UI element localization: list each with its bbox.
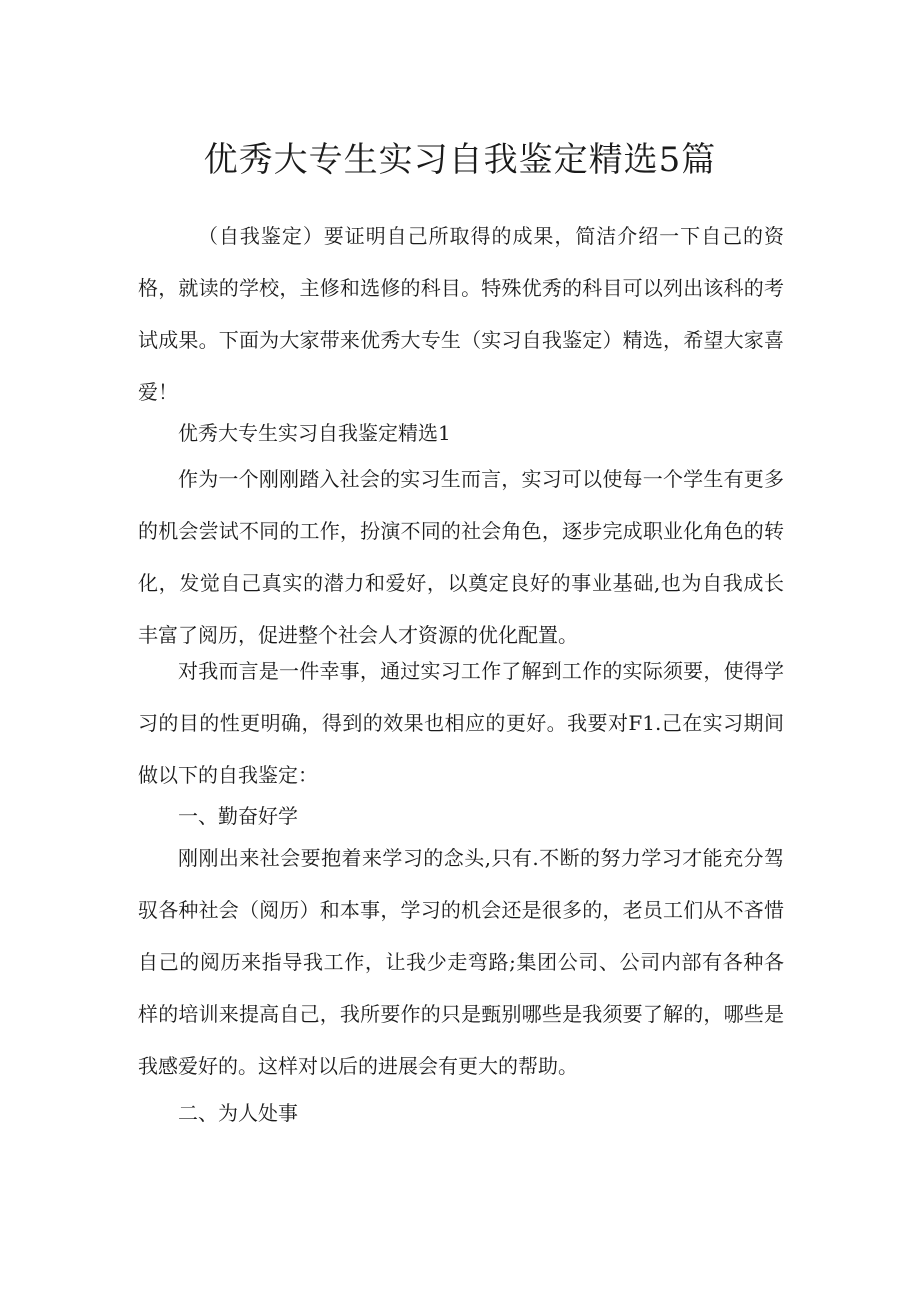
document-title: 优秀大专生实习自我鉴定精选5篇 — [203, 140, 717, 180]
heading-conduct: 二、为人处事 — [178, 1101, 298, 1125]
body-paragraph-3: 刚刚出来社会要抱着来学习的念头,只有.不断的努力学习才能充分驾驭各种社会（阅历）和本事，学习的机会还是很多的，老员工们从不吝惜自己的阅历来指导我工作，让我少走弯路;集团公司、公司内部有各种各样的培训来提高自己，我所要作的只是甄别哪些是我须要了解的，哪些是我感爱好的。这样对以后的进展会有更大的帮助。 — [138, 846, 784, 1078]
body-paragraph-1: 作为一个刚刚踏入社会的实习生而言，实习可以使每一个学生有更多的机会尝试不同的工作，扮演不同的社会角色，逐步完成职业化角色的转化，发觉自己真实的潜力和爱好，以奠定良好的事业基础,也为自我成长丰富了阅历，促进整个社会人才资源的优化配置。 — [138, 467, 784, 647]
heading-diligent-study: 一、勤奋好学 — [178, 804, 298, 828]
section-heading: 优秀大专生实习自我鉴定精选1 — [178, 421, 451, 445]
intro-paragraph: （自我鉴定）要证明自己所取得的成果，简洁介绍一下自己的资格，就读的学校，主修和选修的科目。特殊优秀的科目可以列出该科的考试成果。下面为大家带来优秀大专生（实习自我鉴定）精选，希望大家喜爱！ — [138, 224, 784, 404]
body-paragraph-2: 对我而言是一件幸事，通过实习工作了解到工作的实际须要，使得学习的目的性更明确，得到的效果也相应的更好。我要对F1.己在实习期间做以下的自我鉴定： — [138, 659, 784, 787]
